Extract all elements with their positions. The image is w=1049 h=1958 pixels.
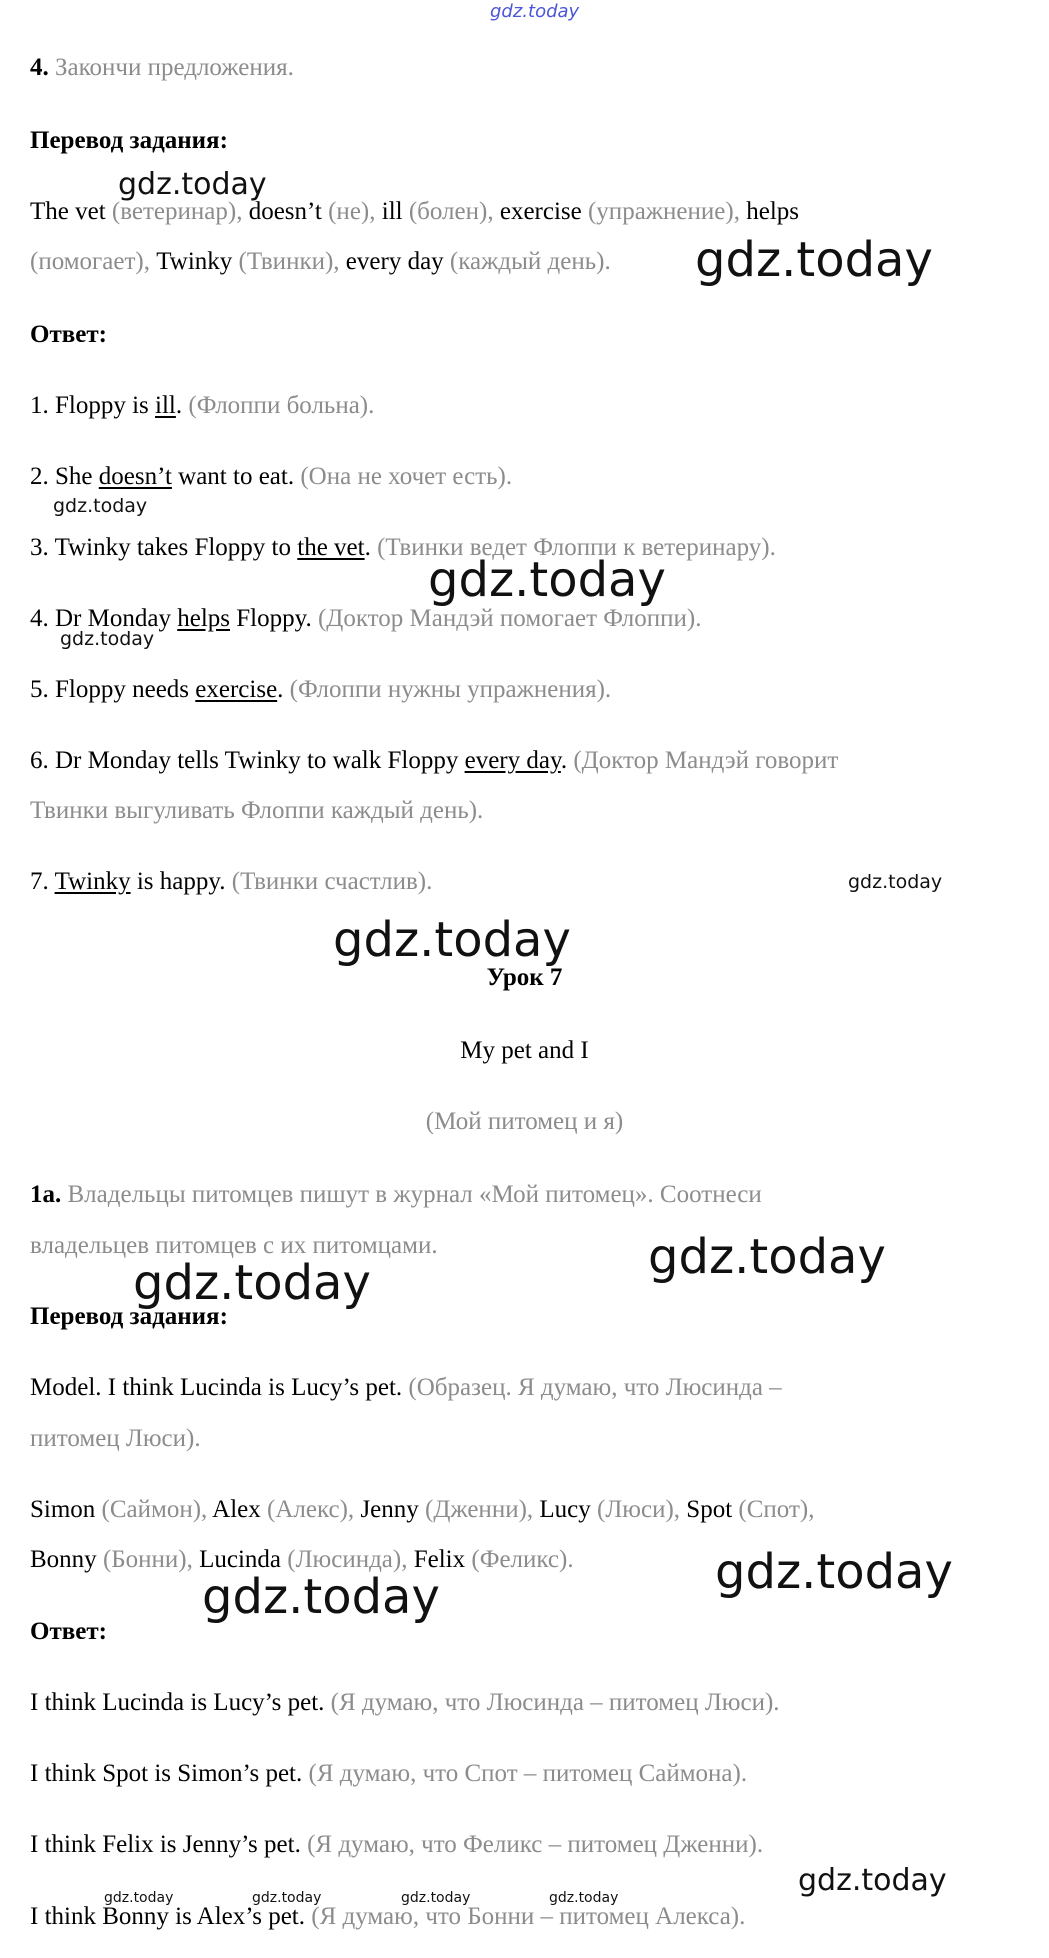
name-en: Simon — [30, 1496, 96, 1523]
answer-translation: (Я думаю, что Люсинда – питомец Люси). — [330, 1689, 780, 1716]
word-en: exercise — [499, 198, 582, 225]
answer-number: 6. — [30, 747, 49, 774]
watermark: gdz.today — [715, 1544, 953, 1600]
answer-blank: exercise — [195, 676, 278, 703]
answer-5 — [30, 675, 611, 705]
name-ru: (Бонни), — [102, 1546, 193, 1573]
answer-1 — [30, 391, 374, 421]
answer-translation: (Флоппи больна). — [188, 392, 375, 419]
answer-text: Floppy needs — [55, 676, 190, 703]
answer-number: 4. — [30, 605, 49, 632]
answer-number: 5. — [30, 676, 49, 703]
answer-translation: (Она не хочет есть). — [300, 463, 513, 490]
name-en: Spot — [686, 1496, 733, 1523]
watermark: gdz.today — [333, 912, 571, 968]
answer-translation: (Твинки ведет Флоппи к ветеринару). — [377, 534, 776, 561]
name-en: Bonny — [30, 1546, 97, 1573]
answer-1a-2 — [30, 1759, 747, 1789]
answer-text: I think Lucinda is Lucy’s pet. — [30, 1689, 325, 1716]
word-ru: (Твинки), — [238, 248, 340, 275]
watermark: gdz.today — [202, 1569, 440, 1625]
task-title: Владельцы питомцев пишут в журнал «Мой питомец». Соотнеси — [67, 1181, 762, 1208]
word-ru: (каждый день). — [449, 248, 611, 275]
watermark: gdz.today — [401, 1890, 471, 1906]
word-ru: (не), — [328, 198, 376, 225]
answer-translation: (Твинки счастлив). — [231, 868, 433, 895]
answer-number: 3. — [30, 534, 49, 561]
answer-blank: Twinky — [54, 868, 131, 895]
model-ru: (Образец. Я думаю, что Люсинда – — [408, 1374, 782, 1401]
answer-text: She — [55, 463, 93, 490]
answer-1a-1 — [30, 1688, 780, 1718]
model-line-2: питомец Люси). — [30, 1425, 201, 1452]
name-ru: (Саймон), — [101, 1496, 208, 1523]
answer-text: I think Bonny is Alex’s pet. — [30, 1903, 305, 1930]
names-line-1 — [30, 1495, 814, 1525]
name-ru: (Спот), — [738, 1496, 815, 1523]
word-en: The vet — [30, 198, 106, 225]
watermark: gdz.today — [60, 628, 155, 650]
answer-blank: the vet — [297, 534, 365, 561]
answer-text: I think Spot is Simon’s pet. — [30, 1760, 303, 1787]
translation-heading: Перевод задания: — [30, 1303, 228, 1330]
lesson-subtitle: My pet and I — [460, 1037, 589, 1064]
watermark: gdz.today — [798, 1863, 947, 1898]
name-en: Jenny — [360, 1496, 419, 1523]
watermark: gdz.today — [848, 871, 943, 893]
name-ru: (Люси), — [597, 1496, 681, 1523]
word-en: doesn’t — [248, 198, 322, 225]
watermark: gdz.today — [549, 1890, 619, 1906]
answer-text: Floppy. — [236, 605, 312, 632]
task-title: Закончи предложения. — [55, 54, 294, 81]
lesson-subtitle-translation: (Мой питомец и я) — [425, 1108, 624, 1135]
word-en: helps — [746, 198, 799, 225]
answer-number: 2. — [30, 463, 49, 490]
answer-6 — [30, 746, 838, 776]
model-line-1 — [30, 1373, 782, 1403]
answer-heading: Ответ: — [30, 321, 107, 348]
watermark: gdz.today — [428, 552, 666, 608]
answer-text: . — [277, 676, 284, 703]
answer-number: 7. — [30, 868, 49, 895]
word-ru: (ветеринар), — [111, 198, 243, 225]
word-ru: (помогает), — [30, 248, 150, 275]
answer-translation: (Доктор Мандэй помогает Флоппи). — [317, 605, 702, 632]
answer-6-translation-cont: Твинки выгуливать Флоппи каждый день). — [30, 797, 484, 824]
task-number: 4. — [30, 54, 49, 81]
answer-blank: ill — [155, 392, 176, 419]
answer-1a-4 — [30, 1902, 745, 1932]
task-1a-heading — [30, 1180, 762, 1210]
watermark: gdz.today — [53, 495, 148, 517]
name-ru: (Люсинда), — [287, 1546, 408, 1573]
lesson-title: Урок 7 — [486, 964, 563, 991]
task-1a-title-cont: владельцев питомцев с их питомцами. — [30, 1232, 438, 1259]
answer-number: 1. — [30, 392, 49, 419]
name-ru: (Алекс), — [267, 1496, 355, 1523]
answer-heading: Ответ: — [30, 1618, 107, 1645]
name-ru: (Дженни), — [425, 1496, 534, 1523]
translation-line-2 — [30, 247, 611, 277]
name-en: Felix — [413, 1546, 466, 1573]
answer-blank: doesn’t — [98, 463, 172, 490]
word-ru: (упражнение), — [587, 198, 740, 225]
word-en: ill — [381, 198, 403, 225]
watermark: gdz.today — [695, 232, 933, 288]
name-en: Alex — [212, 1496, 261, 1523]
answer-blank: every day — [464, 747, 561, 774]
task-number: 1a. — [30, 1181, 62, 1208]
answer-translation: (Доктор Мандэй говорит — [573, 747, 839, 774]
task-4-heading — [30, 53, 294, 83]
watermark: gdz.today — [118, 167, 267, 202]
answer-text: want to eat. — [178, 463, 295, 490]
name-en: Lucy — [539, 1496, 591, 1523]
translation-heading: Перевод задания: — [30, 127, 228, 154]
answer-text: . — [560, 747, 568, 774]
answer-blank: helps — [177, 605, 230, 632]
answer-1a-3 — [30, 1830, 763, 1860]
answer-translation: (Флоппи нужны упражнения). — [289, 676, 612, 703]
answer-translation: (Я думаю, что Спот – питомец Саймона). — [308, 1760, 748, 1787]
name-ru: (Феликс). — [471, 1546, 574, 1573]
answer-2 — [30, 462, 512, 492]
answer-text: Floppy is — [55, 392, 149, 419]
answer-text: . — [364, 534, 371, 561]
watermark: gdz.today — [104, 1890, 174, 1906]
answer-translation: (Я думаю, что Бонни – питомец Алекса). — [311, 1903, 746, 1930]
answer-7 — [30, 867, 432, 897]
model-en: Model. I think Lucinda is Lucy’s pet. — [30, 1374, 403, 1401]
answer-text: is happy. — [136, 868, 226, 895]
answer-text: Dr Monday tells Twinky to walk Floppy — [55, 747, 459, 774]
name-en: Lucinda — [199, 1546, 282, 1573]
answer-text: I think Felix is Jenny’s pet. — [30, 1831, 301, 1858]
watermark: gdz.today — [252, 1890, 322, 1906]
answer-text: Dr Monday — [55, 605, 171, 632]
word-ru: (болен), — [408, 198, 494, 225]
top-watermark: gdz.today — [490, 1, 580, 22]
word-en: Twinky — [156, 248, 233, 275]
watermark: gdz.today — [133, 1255, 371, 1311]
watermark: gdz.today — [648, 1229, 886, 1285]
answer-text: Twinky takes Floppy to — [54, 534, 292, 561]
answer-text: . — [175, 392, 183, 419]
word-en: every day — [345, 248, 444, 275]
answer-translation: (Я думаю, что Феликс – питомец Дженни). — [307, 1831, 764, 1858]
